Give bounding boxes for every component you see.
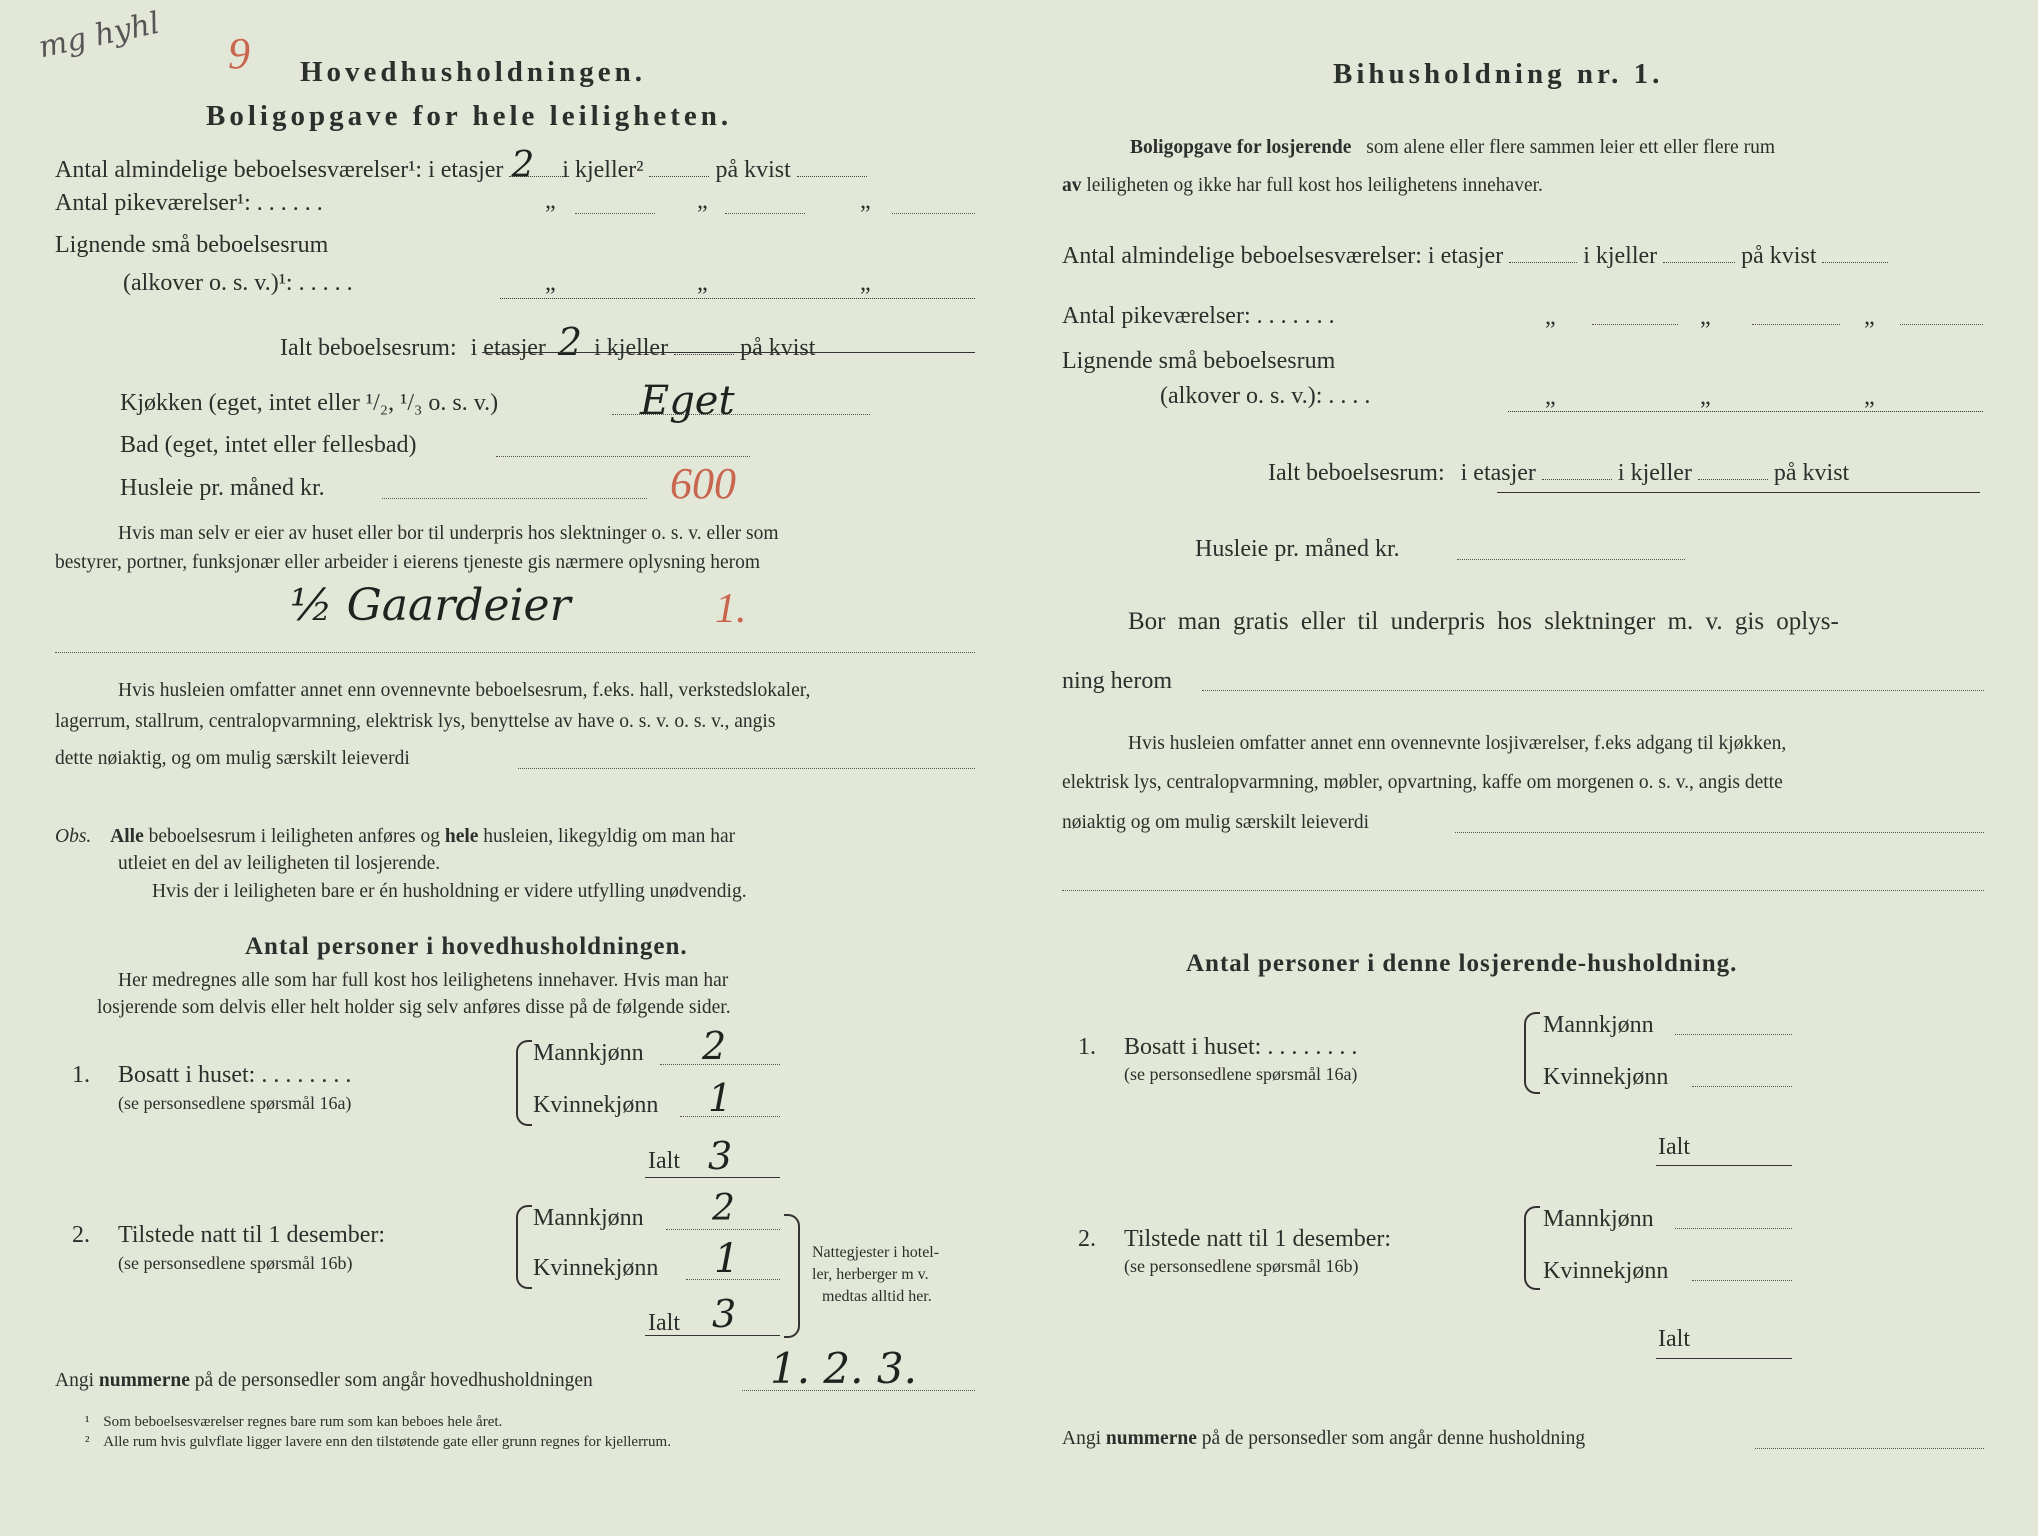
etasjer-value: 2 (557, 320, 583, 364)
corner-scribble: mg hyhl (35, 5, 163, 66)
kjeller-label: i kjeller (1583, 243, 1658, 269)
quote-mark: „ (545, 270, 556, 296)
label: Antal almindelige beboelsesværelser¹: i etasjer (55, 157, 504, 183)
obs-text: husleien, likegyldig om man har (483, 826, 736, 847)
quote-mark: „ (1700, 384, 1711, 410)
left-q1-mann-label: Mannkjønn (533, 1040, 644, 1066)
nattegjester-note-b: ler, herberger m v. (812, 1266, 929, 1283)
quote-mark: „ (1545, 304, 1556, 330)
left-includes-b: lagerrum, stallrum, centralopvarmning, elektrisk lys, benyttelse av have o. s. v. o. s. v., angis (55, 711, 776, 732)
angi-text: på de personsedler som angår denne husholdning (1201, 1428, 1586, 1449)
kitchen-value: Eget (640, 378, 735, 424)
label: Antal almindelige beboelsesværelser: i etasjer (1062, 243, 1504, 269)
page-number: 9 (228, 29, 250, 78)
right-q2-kvinne-label: Kvinnekjønn (1543, 1258, 1669, 1284)
right-q2-mann-label: Mannkjønn (1543, 1206, 1654, 1232)
obs-bold-alle: Alle (110, 826, 144, 847)
obs-text: beboelsesrum i leiligheten anføres og (148, 826, 440, 847)
left-q2-mann-value: 2 (712, 1188, 735, 1229)
right-intro-a (1130, 137, 1775, 159)
left-persons-title: Antal personer i hovedhusholdningen. (245, 933, 688, 960)
left-q1-kvinne-label: Kvinnekjønn (533, 1092, 659, 1118)
angi-word: Angi (1062, 1428, 1101, 1449)
left-q2-ialt-label: Ialt (648, 1310, 680, 1336)
obs-line-b: utleiet en del av leiligheten til losjerende. (118, 853, 441, 874)
etasjer-value: 2 (511, 145, 535, 186)
right-q1-mann-label: Mannkjønn (1543, 1012, 1654, 1038)
left-q2-number: 2. (72, 1222, 90, 1248)
angi-bold: nummerne (98, 1370, 190, 1391)
label: Antal pikeværelser¹: . . . . . . (55, 190, 323, 216)
right-includes-c: nøiaktig og om mulig særskilt leieverdi (1062, 812, 1370, 833)
right-angi (1062, 1428, 1585, 1450)
right-q1-sub: (se personsedlene spørsmål 16a) (1124, 1064, 1358, 1084)
left-persons-note-b: losjerende som delvis eller helt holder sig selv anføres disse på de følgende sider. (97, 997, 731, 1018)
owner-text-b: bestyrer, portner, funksjonær eller arbeider i eierens tjeneste gis nærmere oplysning herom (55, 552, 761, 573)
left-row-small-rooms-a: Lignende små beboelsesrum (55, 232, 329, 258)
fn-mark: ² (85, 1434, 90, 1450)
intro-bold: Boligopgave for losjerende (1130, 137, 1352, 158)
obs-label: Obs. (55, 826, 92, 847)
right-row-small-rooms-b: (alkover o. s. v.): . . . . (1160, 383, 1371, 409)
left-angi-value: 1. 2. 3. (770, 1344, 917, 1393)
label: Ialt beboelsesrum: (1268, 460, 1445, 486)
kjeller-label: i kjeller (594, 335, 669, 361)
right-includes-b: elektrisk lys, centralopvarmning, møbler, opvartning, kaffe om morgenen o. s. v., angis dette (1062, 772, 1783, 793)
left-angi (55, 1370, 593, 1392)
angi-word: Angi (55, 1370, 94, 1391)
left-q2-mann-label: Mannkjønn (533, 1205, 644, 1231)
quote-mark: „ (1864, 384, 1875, 410)
left-includes-a: Hvis husleien omfatter annet enn ovennevnte beboelsesrum, f.eks. hall, verkstedslokaler, (118, 680, 811, 701)
intro-text: som alene eller flere sammen leier ett eller flere rum (1366, 137, 1775, 158)
footnote-2 (85, 1434, 671, 1451)
right-q2-sub: (se personsedlene spørsmål 16b) (1124, 1256, 1359, 1276)
quote-mark: „ (1700, 304, 1711, 330)
kjeller-label: i kjeller (1617, 460, 1692, 486)
rent-value: 600 (670, 459, 736, 508)
quote-mark: „ (1864, 304, 1875, 330)
intro-text: leiligheten og ikke har full kost hos leilighetens innehaver. (1086, 175, 1543, 196)
left-q2-kvinne-label: Kvinnekjønn (533, 1255, 659, 1281)
left-row-maid-rooms (55, 190, 323, 217)
quote-mark: „ (697, 188, 708, 214)
angi-bold: nummerne (1105, 1428, 1197, 1449)
left-title: Hovedhusholdningen. (300, 56, 646, 88)
right-q1-label: Bosatt i huset: . . . . . . . . (1124, 1034, 1358, 1060)
obs-bold-hele: hele (444, 826, 479, 847)
left-includes-c: dette nøiaktig, og om mulig særskilt leieverdi (55, 748, 410, 769)
left-q1-ialt-value: 3 (708, 1134, 733, 1178)
right-intro-b (1062, 175, 1543, 197)
left-rent: Husleie pr. måned kr. (120, 475, 325, 501)
right-q1-kvinne-label: Kvinnekjønn (1543, 1064, 1669, 1090)
left-q1-label: Bosatt i huset: . . . . . . . . (118, 1062, 352, 1088)
left-bath: Bad (eget, intet eller fellesbad) (120, 432, 417, 458)
label: Kjøkken (eget, intet eller ¹/₂, ¹/₃ o. s. v.) (120, 390, 499, 416)
left-kitchen (120, 390, 498, 417)
quote-mark: „ (545, 188, 556, 214)
obs-line-c: Hvis der i leiligheten bare er én husholdning er videre utfylling unødvendig. (152, 881, 747, 902)
obs-line-a (55, 826, 735, 848)
owner-handwriting: ½ Gaardeier (290, 580, 571, 631)
left-q1-ialt-label: Ialt (648, 1148, 680, 1174)
quote-mark: „ (697, 270, 708, 296)
right-q2-label: Tilstede natt til 1 desember: (1124, 1226, 1392, 1252)
nattegjester-note-c: medtas alltid her. (822, 1288, 932, 1305)
owner-text-a: Hvis man selv er eier av huset eller bor til underpris hos slektninger o. s. v. eller som (118, 523, 779, 544)
right-row-maid-rooms: Antal pikeværelser: . . . . . . . (1062, 303, 1335, 329)
left-subtitle: Boligopgave for hele leiligheten. (206, 100, 733, 132)
fn-text: Som beboelsesværelser regnes bare rum som kan beboes hele året. (103, 1414, 503, 1430)
kjeller-label: i kjeller² (562, 157, 644, 183)
left-q1-number: 1. (72, 1062, 90, 1088)
right-rent: Husleie pr. måned kr. (1195, 536, 1400, 562)
etasjer-label: i etasjer (1460, 460, 1536, 486)
quote-mark: „ (1545, 384, 1556, 410)
left-q2-kvinne-value: 1 (714, 1236, 740, 1282)
kvist-label: på kvist (740, 335, 816, 361)
right-q2-number: 2. (1078, 1226, 1096, 1252)
right-gratis-a: Bor man gratis eller til underpris hos slektninger m. v. gis oplys- (1128, 608, 1839, 635)
left-q2-sub: (se personsedlene spørsmål 16b) (118, 1253, 353, 1273)
angi-text: på de personsedler som angår hovedhusholdningen (194, 1370, 593, 1391)
footnote-1 (85, 1414, 502, 1431)
left-q1-kvinne-value: 1 (708, 1076, 733, 1120)
right-total-rooms (1268, 460, 1849, 487)
right-row-ordinary-rooms (1062, 243, 1888, 270)
fn-mark: ¹ (85, 1414, 90, 1430)
etasjer-label: i etasjer (470, 335, 546, 361)
kvist-label: på kvist (1741, 243, 1817, 269)
label: Ialt beboelsesrum: (280, 335, 457, 361)
right-persons-title: Antal personer i denne losjerende-husholdning. (1186, 950, 1738, 977)
quote-mark: „ (860, 188, 871, 214)
right-q2-ialt-label: Ialt (1658, 1326, 1690, 1352)
right-q1-ialt-label: Ialt (1658, 1134, 1690, 1160)
left-q1-sub: (se personsedlene spørsmål 16a) (118, 1093, 352, 1113)
intro-bold-av: av (1062, 175, 1082, 196)
quote-mark: „ (860, 270, 871, 296)
left-q1-mann-value: 2 (702, 1024, 727, 1068)
right-gratis-b: ning herom (1062, 668, 1172, 694)
owner-red-mark: 1. (715, 586, 747, 632)
kvist-label: på kvist (715, 157, 791, 183)
left-q2-ialt-value: 3 (712, 1292, 737, 1336)
kvist-label: på kvist (1773, 460, 1850, 486)
left-row-small-rooms-b: (alkover o. s. v.)¹: . . . . . (123, 270, 353, 296)
nattegjester-note-a: Nattegjester i hotel- (812, 1244, 940, 1261)
left-row-ordinary-rooms (55, 145, 867, 186)
fn-text: Alle rum hvis gulvflate ligger lavere enn den tilstøtende gate eller grunn regnes for kjellerrum. (103, 1434, 671, 1450)
right-includes-a: Hvis husleien omfatter annet enn ovennevnte losjiværelser, f.eks adgang til kjøkken, (1128, 733, 1787, 754)
left-q2-label: Tilstede natt til 1 desember: (118, 1222, 386, 1248)
left-total-rooms (280, 320, 815, 364)
right-row-small-rooms-a: Lignende små beboelsesrum (1062, 348, 1336, 374)
right-q1-number: 1. (1078, 1034, 1096, 1060)
right-title: Bihusholdning nr. 1. (1333, 58, 1664, 90)
left-persons-note-a: Her medregnes alle som har full kost hos leilighetens innehaver. Hvis man har (118, 970, 729, 991)
